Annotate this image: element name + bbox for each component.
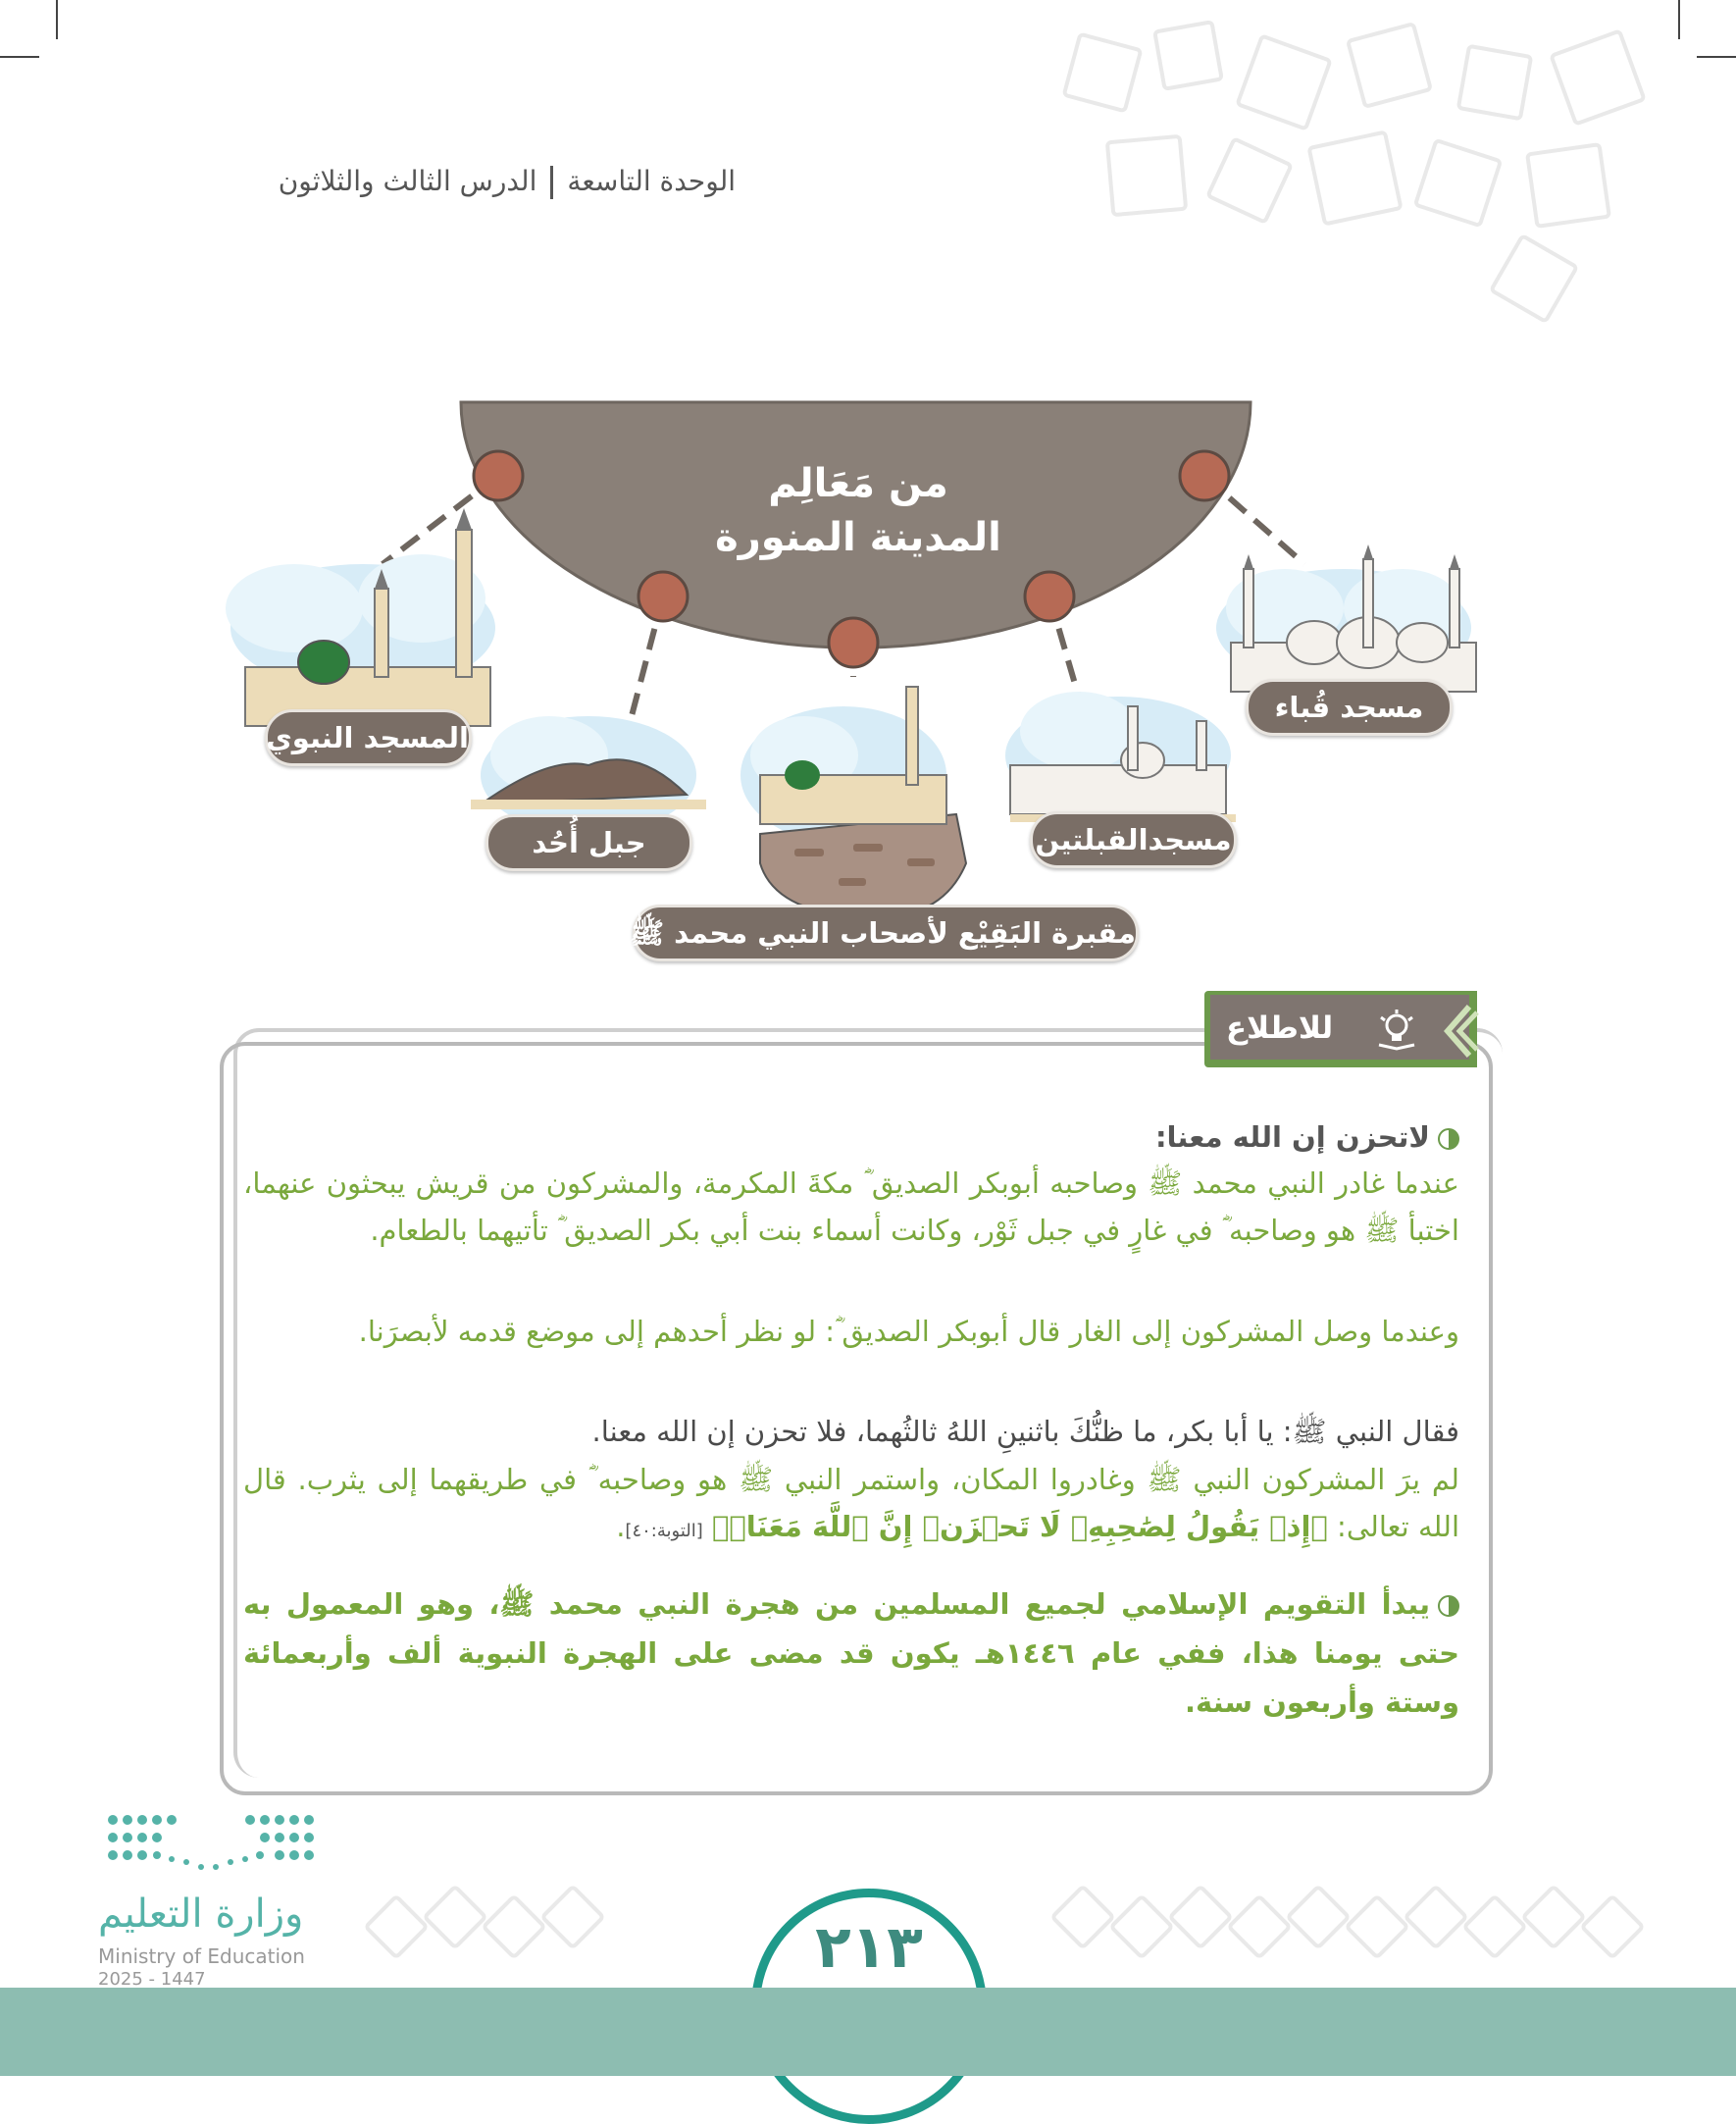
ministry-name-arabic: وزارة التعليم: [98, 1891, 304, 1937]
edition-year: 2025 - 1447: [98, 1969, 206, 1990]
hub-title-line1: من مَعَالِم: [768, 461, 948, 506]
page-number: ٢١٣: [815, 1913, 923, 1982]
ministry-name-english: Ministry of Education: [98, 1944, 305, 1968]
ministry-logo-icon: [103, 1810, 319, 1889]
info-paragraph-5: يبدأ التقويم الإسلامي لجميع المسلمين من هجرة النبي محمد ﷺ، وهو المعمول به حتى يومنا هذا، ففي عام ١٤٤٦هـ يكون قد مضى على الهجرة النبوية ألف وأربعمائة وستة وأربعون سنة.: [243, 1587, 1459, 1719]
node-circle: [474, 451, 523, 500]
bullet-icon: [1438, 1595, 1459, 1617]
prophets-mosque-illustration: [226, 508, 495, 726]
unit-title: الوحدة التاسعة: [567, 165, 736, 197]
node-circle: [1025, 572, 1074, 621]
hub-title-line2: المدينة المنورة: [715, 515, 1001, 560]
section-label: للاطلاع: [1226, 1010, 1334, 1046]
landmark-label-baqi: مقبرة البَقِيْع لأصحاب النبي محمد ﷺ: [633, 905, 1139, 961]
landmark-label-qiblatain: مسجدالقبلتين: [1030, 811, 1237, 868]
quran-reference: [التوبة:٤٠]: [625, 1521, 703, 1541]
quran-verse: ﴿إِذۡ يَقُولُ لِصَٰحِبِهِۦ لَا تَحۡزَنۡ إِنَّ ٱللَّهَ مَعَنَاۖ﴾: [711, 1510, 1328, 1543]
info-paragraph-2: وعندما وصل المشركون إلى الغار قال أبوبكر الصديق ؓ: لو نظر أحدهم إلى موضع قدمه لأبصرَنا.: [358, 1315, 1459, 1348]
quba-mosque-illustration: [1216, 544, 1476, 692]
info-paragraph-4: لم يرَ المشركون النبي ﷺ وغادروا المكان، واستمر النبي ﷺ هو وصاحبه ؓ في طريقهما إلى يثرب. قال الله تعالى: ﴿إِذۡ يَقُولُ لِصَٰحِبِهِۦ لَا تَحۡزَنۡ إِنَّ ٱللَّهَ مَعَنَاۖ﴾ [التوبة:٤٠].: [243, 1463, 1459, 1543]
chevron-arrows-icon: [1440, 1003, 1479, 1060]
node-circle: [638, 572, 688, 621]
node-circle: [1180, 451, 1229, 500]
lesson-title: الدرس الثالث والثلاثون: [278, 165, 537, 197]
landmark-label-uhud: جبل أُحُد: [485, 814, 692, 871]
landmark-label-prophets-mosque: المسجد النبوي: [265, 709, 472, 766]
qiblatain-mosque-illustration: [1005, 692, 1236, 822]
info-paragraph-1: عندما غادر النبي محمد ﷺ وصاحبه أبوبكر الصديق ؓ مكةَ المكرمة، والمشركون من قريش يبحثون عنهما، اختبأ ﷺ هو وصاحبه ؓ في غارٍ في جبل ثَوْر، وكانت أسماء بنت أبي بكر الصديق ؓ تأتيهما بالطعام.: [243, 1166, 1459, 1247]
footer-band-overlay: [751, 1988, 987, 2076]
info-heading: لاتحزن إن الله معنا:: [243, 1114, 1459, 1161]
bullet-icon: [1438, 1128, 1459, 1150]
node-circle: [829, 618, 878, 667]
baqi-cemetery-illustration: [740, 687, 966, 917]
info-paragraph-3: فقال النبي ﷺ: يا أبا بكر، ما ظنُّكَ باثنينِ اللهُ ثالثُهما، فلا تحزن إن الله معنا.: [591, 1415, 1459, 1448]
landmark-label-quba: مسجد قُباء: [1246, 679, 1453, 736]
